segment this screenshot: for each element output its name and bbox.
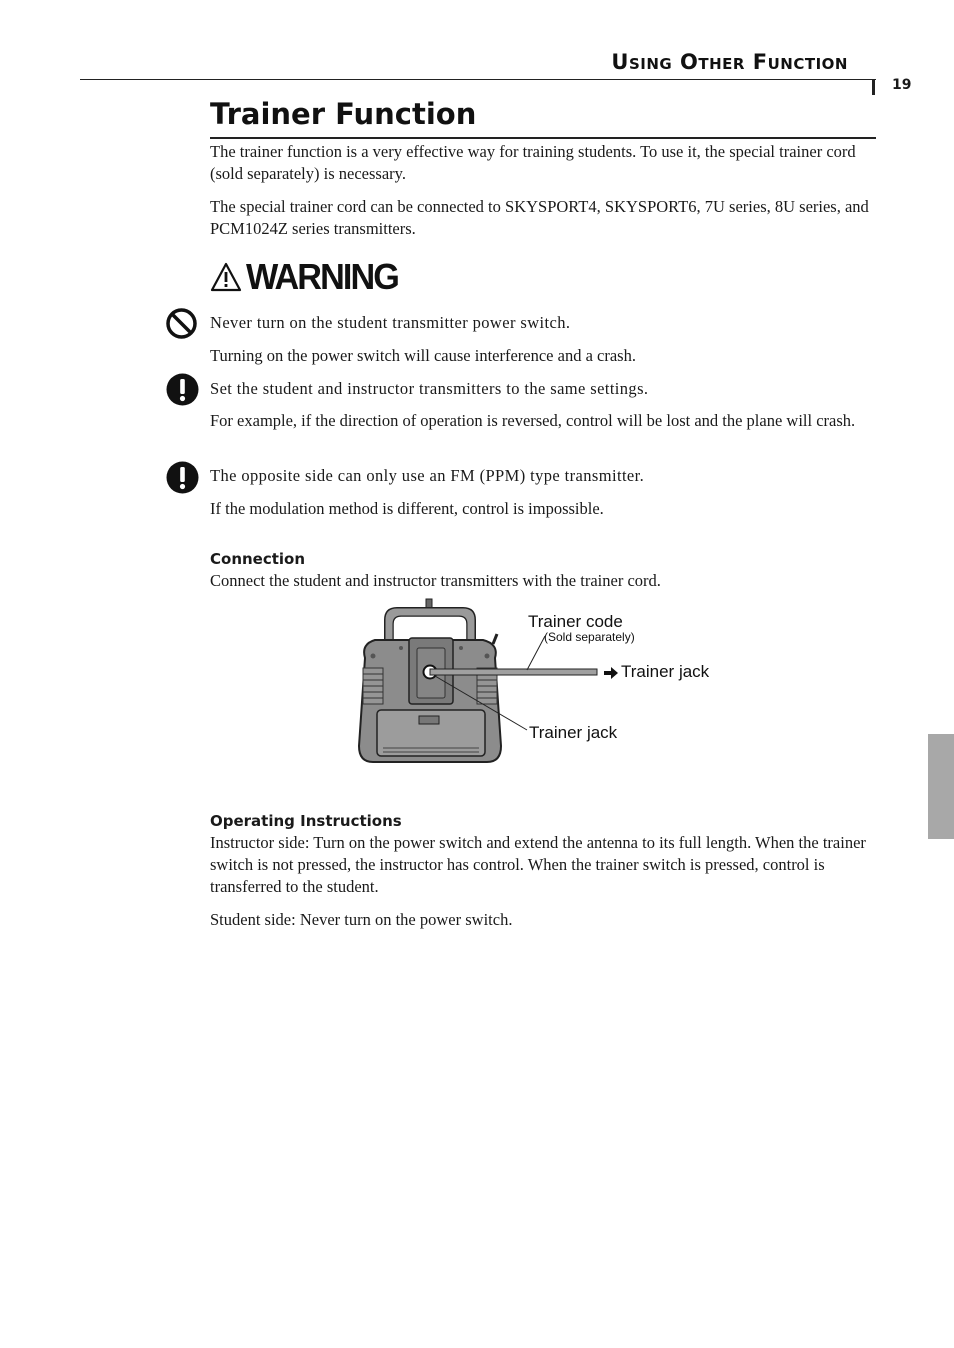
warning-triangle-icon [210, 262, 242, 292]
section-title-rule [210, 137, 876, 139]
arrow-right-icon [603, 667, 619, 679]
running-header-title: Using Other Function [611, 50, 848, 74]
trainer-connection-diagram [355, 596, 735, 768]
warning-3-detail: If the modulation method is different, control is impossible. [210, 499, 604, 518]
trainer-jack-label-bottom: Trainer jack [529, 723, 618, 742]
mandatory-icon [166, 373, 199, 406]
prohibition-icon [165, 307, 198, 340]
chapter-side-tab [928, 734, 954, 839]
warning-heading [210, 256, 406, 298]
header-rule [80, 79, 876, 80]
warning-1-statement: Never turn on the student transmitter power switch. [210, 313, 571, 332]
warning-1-detail: Turning on the power switch will cause interference and a crash. [210, 346, 636, 365]
connection-text: Connect the student and instructor transmitters with the trainer cord. [210, 571, 661, 590]
connection-heading: Connection [210, 550, 306, 568]
intro-paragraph-1: The trainer function is a very effective way for training students. To use it, the special trainer cord (sold separately) is necessary. [210, 142, 856, 183]
warning-2-statement: Set the student and instructor transmitters to the same settings. [210, 379, 649, 398]
page-number: 19 [892, 77, 912, 93]
warning-label: WARNING [246, 256, 398, 297]
instructor-side-text: Instructor side: Turn on the power switch and extend the antenna to its full length. When the trainer switch is not pressed, the instructor has control. When the trainer switch is pressed, control is transferred to the student. [210, 833, 866, 896]
warning-2-detail: For example, if the direction of operation is reversed, control will be lost and the plane will crash. [210, 411, 856, 430]
student-side-text: Student side: Never turn on the power switch. [210, 910, 513, 929]
sold-separately-note: (Sold separately) [544, 630, 635, 644]
trainer-jack-label-right: Trainer jack [621, 662, 710, 681]
page-number-marker [872, 79, 875, 95]
section-title: Trainer Function [210, 97, 477, 131]
operating-instructions-heading: Operating Instructions [210, 812, 402, 830]
mandatory-icon [166, 461, 199, 494]
intro-paragraph-2: The special trainer cord can be connected to SKYSPORT4, SKYSPORT6, 7U series, 8U series, and PCM1024Z series transmitters. [210, 197, 869, 238]
trainer-cord-label: Trainer code [528, 612, 623, 631]
warning-3-statement: The opposite side can only use an FM (PPM) type transmitter. [210, 466, 645, 485]
